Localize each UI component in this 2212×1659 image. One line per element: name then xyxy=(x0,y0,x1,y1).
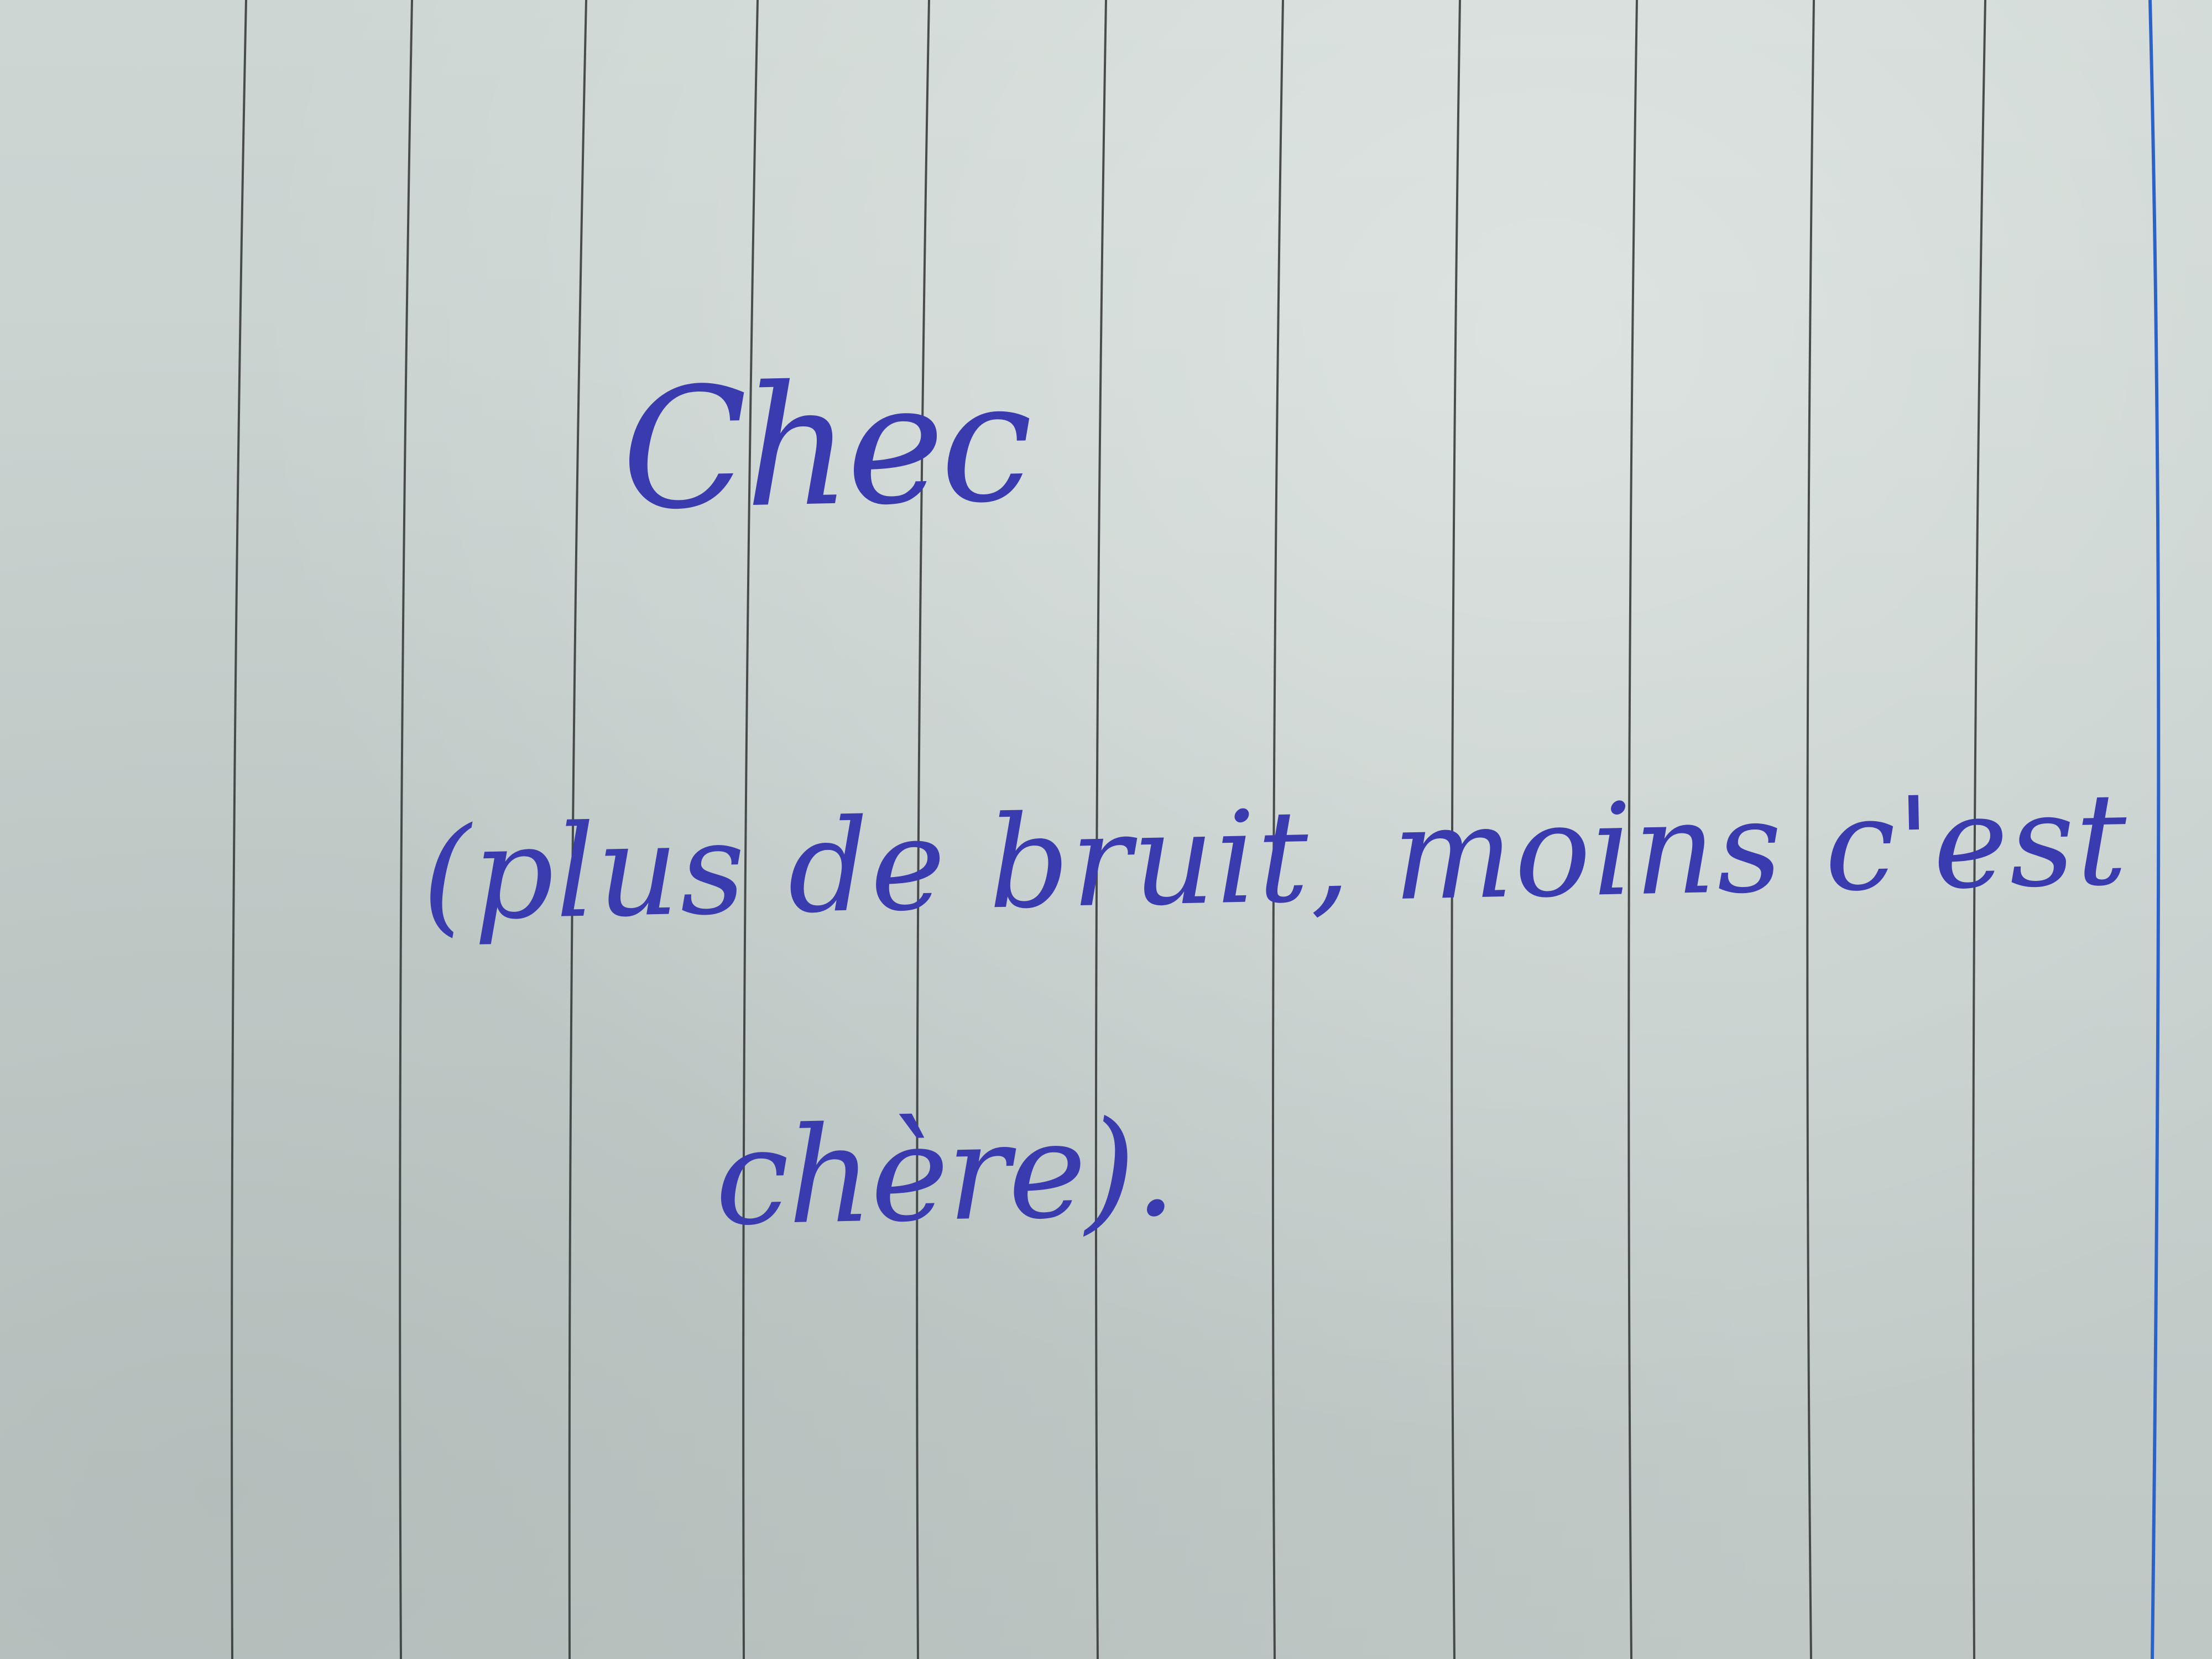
handwritten-line-plus-de-bruit: (plus de bruit, moins c'est xyxy=(420,766,2130,950)
handwritten-line-chere: chère). xyxy=(713,1091,1176,1255)
handwritten-word-chec: Chec xyxy=(619,345,1031,547)
margin-line xyxy=(2150,0,2158,1659)
ruled-line xyxy=(400,0,412,1659)
ruled-line xyxy=(232,0,246,1659)
